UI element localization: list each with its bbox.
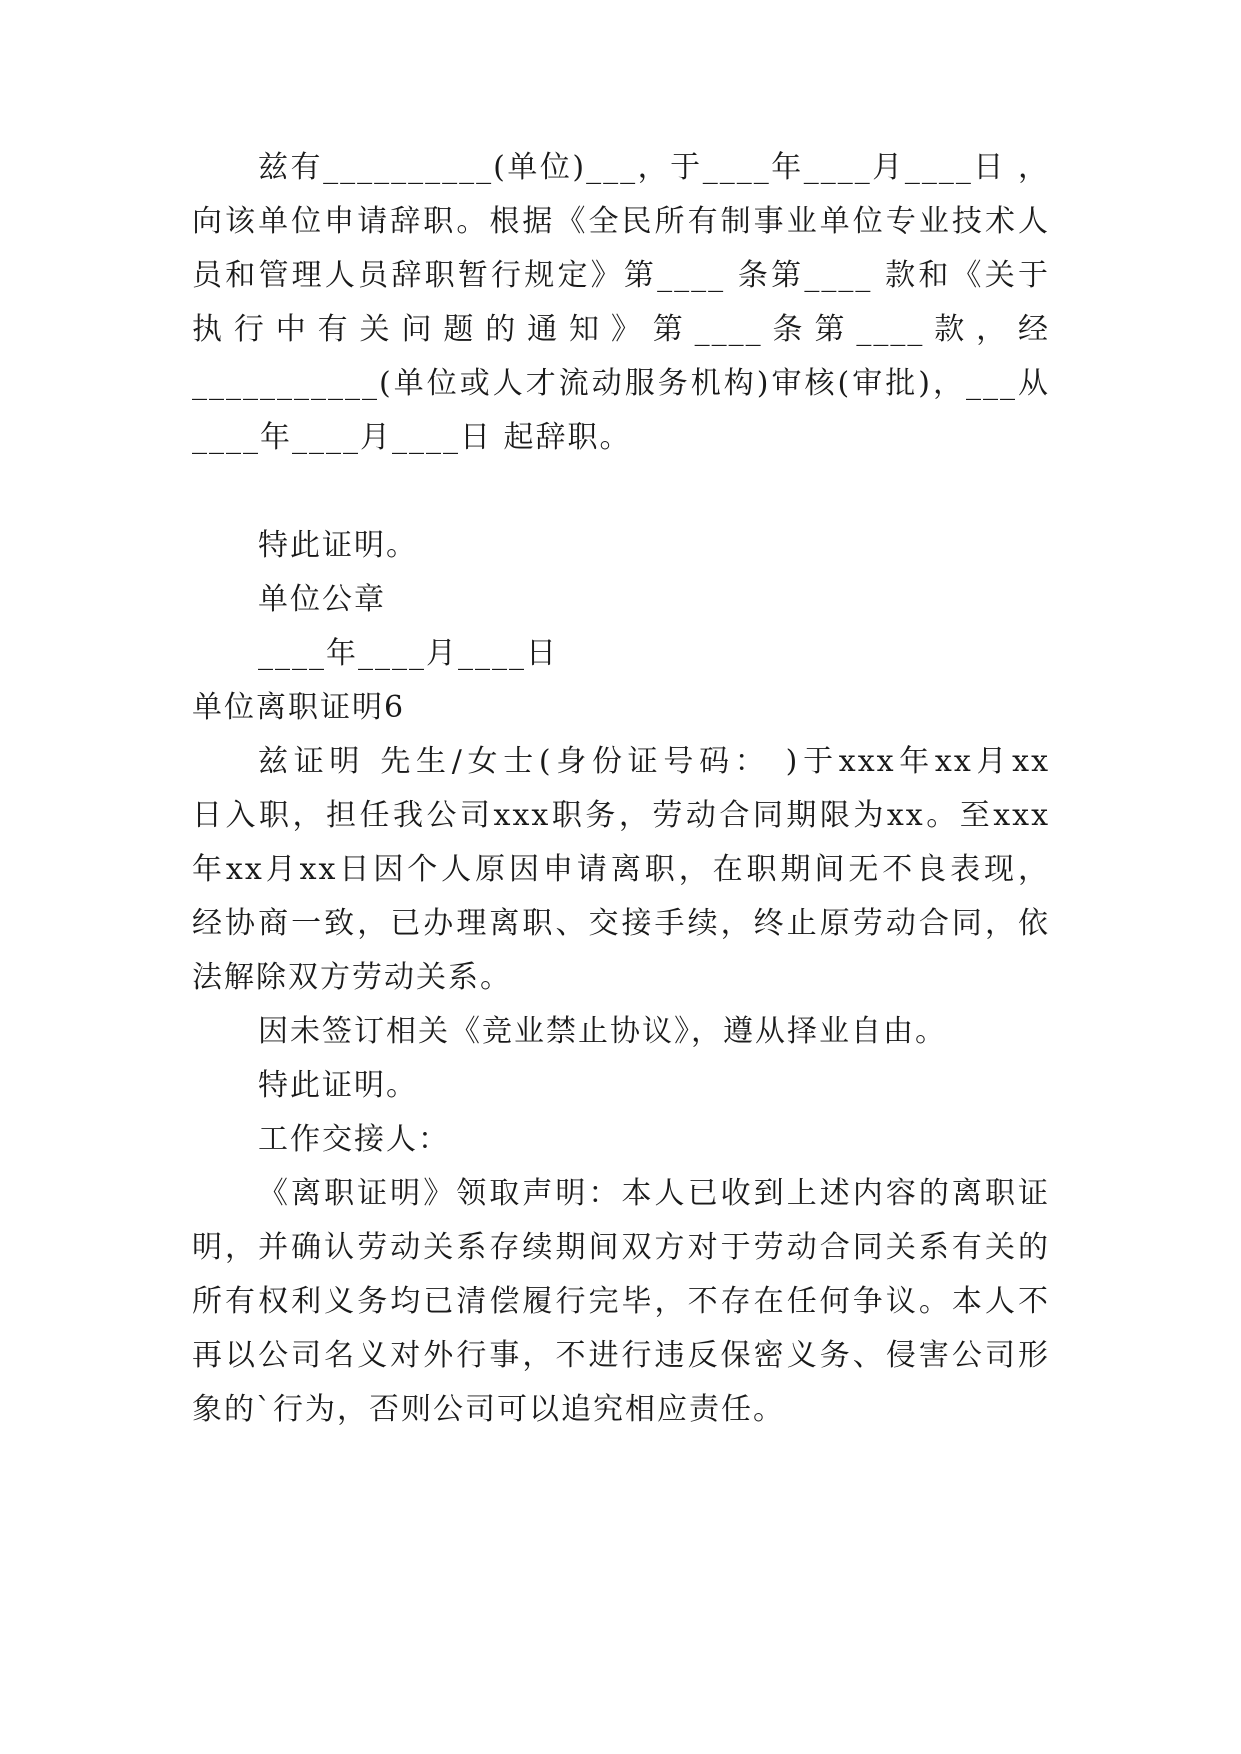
date-line: ____年____月____日	[258, 636, 558, 671]
seal-label: 单位公章	[258, 582, 386, 617]
statement-line: 再以公司名义对外行事，不进行违反保密义务、侵害公司形	[192, 1338, 1050, 1373]
paragraph-line: 员和管理人员辞职暂行规定》第____ 条第____ 款和《关于	[192, 258, 1050, 293]
paragraph-line: 法解除双方劳动关系。	[192, 960, 512, 995]
noncompete-text: 因未签订相关《竞业禁止协议》，遵从择业自由。	[258, 1014, 947, 1049]
paragraph-line: 执行中有关问题的通知》第____条第____款，经	[192, 312, 1050, 347]
paragraph-line: 年xx月xx日因个人原因申请离职，在职期间无不良表现，	[192, 852, 1050, 887]
statement-line: 象的`行为，否则公司可以追究相应责任。	[192, 1392, 785, 1427]
paragraph-line: 向该单位申请辞职。根据《全民所有制事业单位专业技术人	[192, 204, 1050, 239]
handover-label: 工作交接人：	[258, 1122, 450, 1157]
section-heading: 单位离职证明6	[192, 690, 406, 725]
paragraph-line: ____年____月____日 起辞职。	[192, 420, 632, 455]
statement-line: 《离职证明》领取声明：本人已收到上述内容的离职证	[258, 1176, 1050, 1211]
statement-line: 明，并确认劳动关系存续期间双方对于劳动合同关系有关的	[192, 1230, 1050, 1265]
paragraph-line: 经协商一致，已办理离职、交接手续，终止原劳动合同，依	[192, 906, 1050, 941]
paragraph-line: 日入职，担任我公司xxx职务，劳动合同期限为xx。至xxx	[192, 798, 1050, 833]
statement-line: 所有权利义务均已清偿履行完毕，不存在任何争议。本人不	[192, 1284, 1050, 1319]
paragraph-line: ___________(单位或人才流动服务机构)审核(审批)，___从	[192, 366, 1050, 401]
paragraph-line: 兹证明 先生/女士(身份证号码： )于xxx年xx月xx	[258, 744, 1050, 779]
closing-text: 特此证明。	[258, 1068, 418, 1103]
closing-text: 特此证明。	[258, 528, 418, 563]
paragraph-line: 兹有__________(单位)___，于____年____月____日 ，	[258, 150, 1050, 185]
